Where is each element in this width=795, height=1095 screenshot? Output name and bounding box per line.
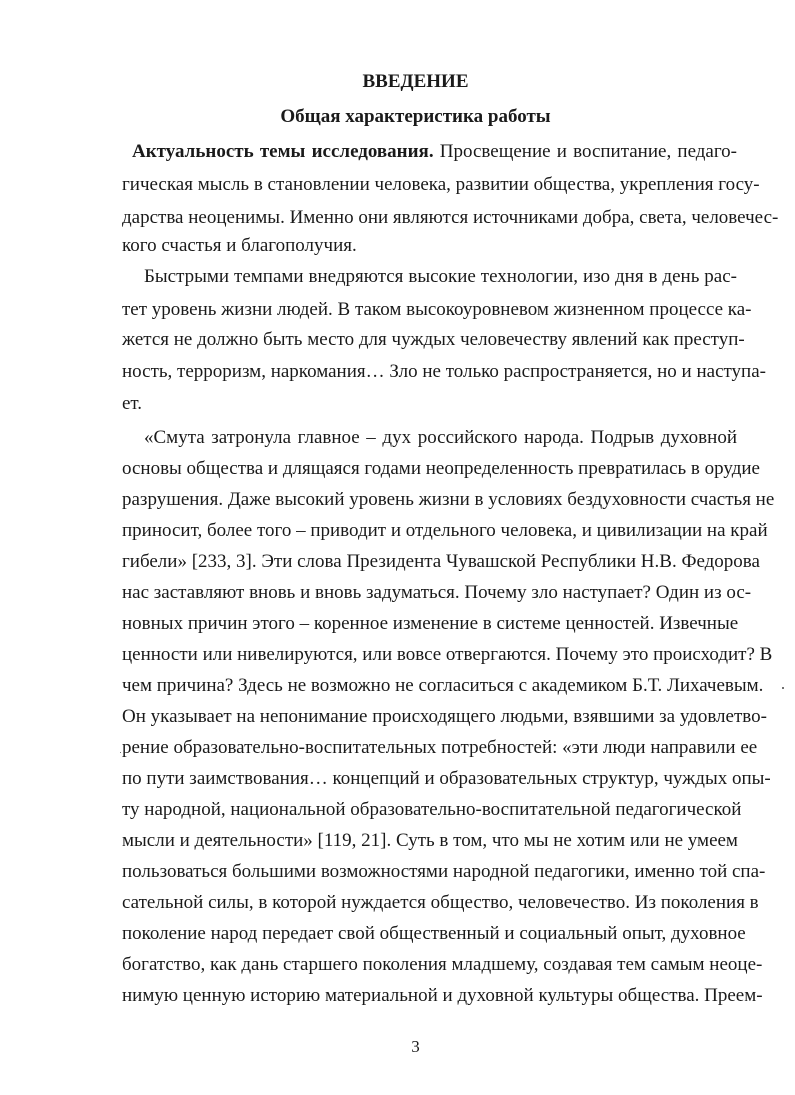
page-number: 3 bbox=[411, 1037, 420, 1056]
section-subtitle: Общая характеристика работы bbox=[280, 106, 551, 127]
paragraph-3-line-6: нас заставляют вновь и вновь задуматься. Почему зло наступает? Один из ос- bbox=[122, 582, 752, 603]
paragraph-2-line-5: ет. bbox=[122, 393, 143, 414]
paragraph-1-line-3: дарства неоценимы. Именно они являются источниками добра, света, человечес- bbox=[122, 207, 779, 228]
paragraph-2-line-1: Быстрыми темпами внедряются высокие технологии, изо дня в день рас- bbox=[144, 266, 737, 287]
paragraph-1-line-2: гическая мысль в становлении человека, развитии общества, укрепления госу- bbox=[122, 174, 760, 195]
paragraph-3-line-3: разрушения. Даже высокий уровень жизни в условиях бездуховности счастья не bbox=[122, 489, 775, 510]
scan-speck bbox=[782, 687, 784, 689]
paragraph-3-line-16: сательной силы, в которой нуждается общество, человечество. Из поколения в bbox=[122, 892, 759, 913]
paragraph-3-line-18: богатство, как дань старшего поколения младшему, создавая тем самым неоце- bbox=[122, 954, 763, 975]
chapter-title: ВВЕДЕНИЕ bbox=[362, 71, 469, 92]
paragraph-2-line-2: тет уровень жизни людей. В таком высокоуровневом жизненном процессе ка- bbox=[122, 299, 752, 320]
paragraph-3-line-4: приносит, более того – приводит и отдельного человека, и цивилизации на край bbox=[122, 520, 768, 541]
paragraph-3-line-19: нимую ценную историю материальной и духовной культуры общества. Преем- bbox=[122, 985, 763, 1006]
paragraph-2-line-4: ность, терроризм, наркомания… Зло не только распространяется, но и наступа- bbox=[122, 361, 766, 382]
paragraph-1-line-1-text: Просвещение и воспитание, педаго- bbox=[433, 141, 738, 162]
paragraph-3-line-9: чем причина? Здесь не возможно не согласиться с академиком Б.Т. Лихачевым. bbox=[122, 675, 764, 696]
topic-relevance-lead: Актуальность темы исследования. bbox=[132, 141, 434, 162]
paragraph-1-line-1 bbox=[132, 142, 737, 161]
paragraph-3-line-5: гибели» [233, 3]. Эти слова Президента Чувашской Республики Н.В. Федорова bbox=[122, 551, 760, 572]
paragraph-3-line-10: Он указывает на непонимание происходящего людьми, взявшими за удовлетво- bbox=[122, 706, 767, 727]
paragraph-3-line-15: пользоваться большими возможностями народной педагогики, именно той спа- bbox=[122, 861, 766, 882]
paragraph-1-line-4: кого счастья и благополучия. bbox=[122, 235, 357, 256]
scan-speck bbox=[120, 752, 121, 753]
paragraph-3-line-14: мысли и деятельности» [119, 21]. Суть в том, что мы не хотим или не умеем bbox=[122, 830, 738, 851]
paragraph-3-line-7: новных причин этого – коренное изменение в системе ценностей. Извечные bbox=[122, 613, 739, 634]
paragraph-3-line-13: ту народной, национальной образовательно-воспитательной педагогической bbox=[122, 799, 742, 820]
paragraph-3-line-8: ценности или нивелируются, или вовсе отвергаются. Почему это происходит? В bbox=[122, 644, 773, 665]
paragraph-3-line-1: «Смута затронула главное – дух российского народа. Подрыв духовной bbox=[144, 427, 737, 448]
paragraph-3-line-11: рение образовательно-воспитательных потребностей: «эти люди направили ее bbox=[122, 737, 758, 758]
paragraph-3-line-17: поколение народ передает свой общественный и социальный опыт, духовное bbox=[122, 923, 746, 944]
paragraph-3-line-12: по пути заимствования… концепций и образовательных структур, чуждых опы- bbox=[122, 768, 771, 789]
paragraph-2-line-3: жется не должно быть место для чуждых человечеству явлений как преступ- bbox=[122, 329, 745, 350]
paragraph-3-line-2: основы общества и длящаяся годами неопределенность превратилась в орудие bbox=[122, 458, 760, 479]
